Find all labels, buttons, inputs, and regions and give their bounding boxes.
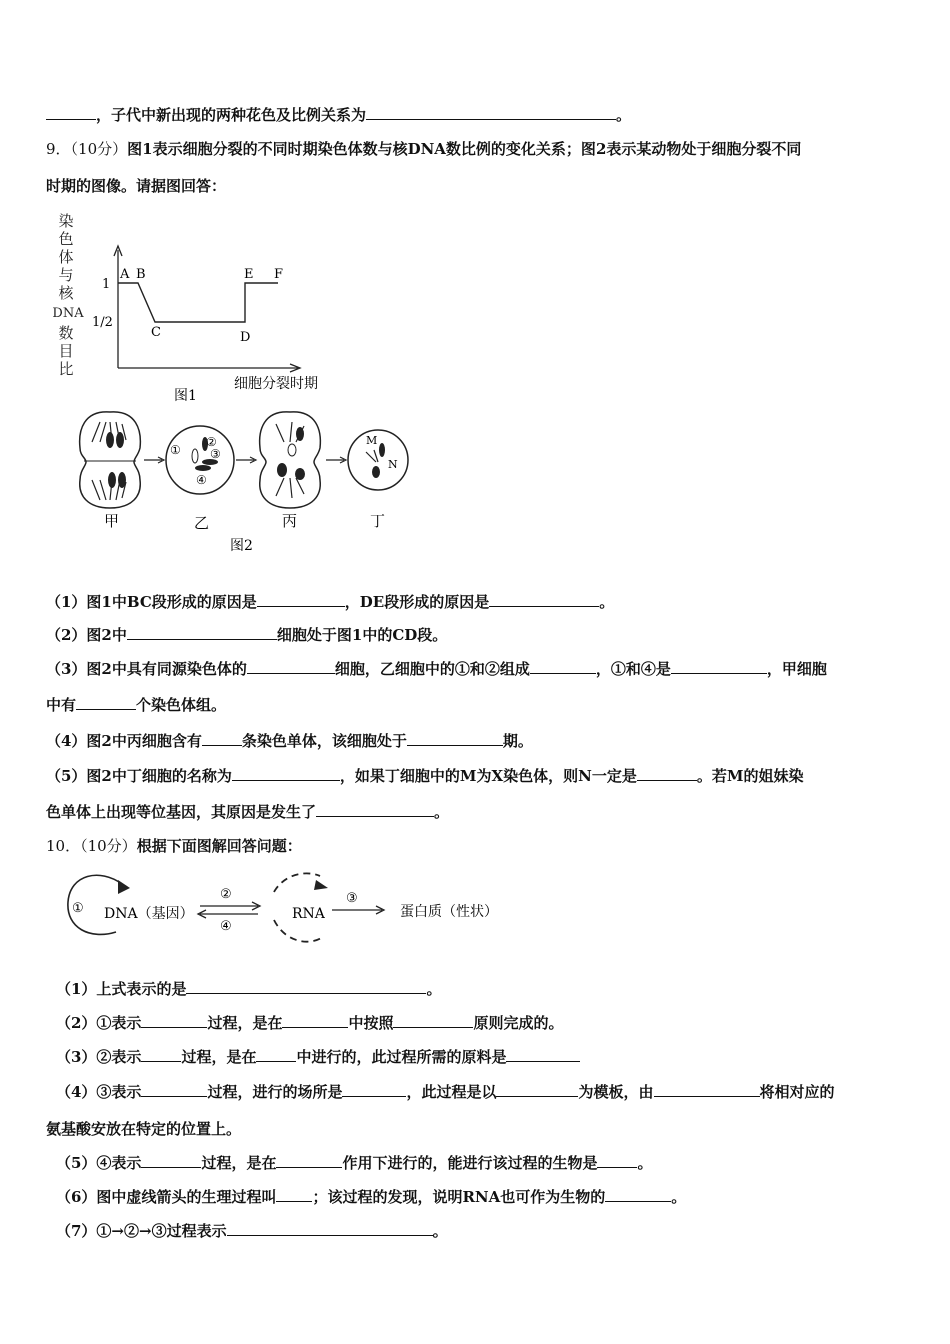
prev-question-tail: ，子代中新出现的两种花色及比例关系为 。	[46, 104, 631, 125]
answer-blank[interactable]	[316, 802, 434, 817]
answer-blank[interactable]	[202, 731, 242, 746]
cell-label-yi: 乙	[194, 514, 210, 532]
central-dogma-diagram	[60, 866, 520, 948]
answer-blank[interactable]	[76, 695, 136, 710]
cell-jia	[80, 412, 141, 508]
figure-2-cells	[70, 400, 420, 560]
y-label-char: 数	[58, 324, 74, 342]
cell-yi	[166, 426, 234, 494]
yi-mark-4: ④	[196, 473, 207, 487]
cell-bing	[260, 412, 321, 508]
answer-blank[interactable]	[141, 1153, 201, 1168]
answer-blank[interactable]	[256, 1047, 296, 1062]
point-label-b: B	[136, 267, 146, 282]
answer-blank[interactable]	[407, 731, 503, 746]
answer-blank[interactable]	[393, 1013, 473, 1028]
answer-blank[interactable]	[597, 1153, 637, 1168]
q10-sub1: （1）上式表示的是 。	[56, 980, 442, 998]
y-label-char: 比	[58, 360, 74, 378]
figure-2-caption: 图2	[230, 538, 253, 554]
point-label-c: C	[151, 325, 161, 340]
y-label-char: 与	[58, 266, 74, 284]
dna-gene-label: DNA（基因）	[104, 906, 194, 922]
figure-1-caption: 图1	[174, 388, 197, 404]
q10-sub2: （2）①表示 过程，是在 中按照 原则完成的。	[56, 1014, 564, 1032]
ding-mark-m: M	[366, 434, 378, 447]
point-label-a: A	[120, 267, 130, 282]
answer-blank[interactable]	[366, 105, 616, 120]
answer-blank[interactable]	[247, 659, 335, 674]
mark-3: ③	[346, 891, 358, 906]
answer-blank[interactable]	[232, 766, 340, 781]
yi-mark-1: ①	[170, 443, 181, 457]
tick-label-half: 1/2	[92, 315, 113, 330]
answer-blank[interactable]	[530, 659, 596, 674]
q9-sub2: （2）图2中 细胞处于图1中的CD段。	[46, 626, 448, 644]
rna-replication-loop	[274, 873, 320, 892]
cell-label-jia: 甲	[104, 512, 120, 530]
ding-mark-n: N	[388, 458, 398, 471]
y-label-char: 色	[58, 230, 74, 248]
y-label-char: DNA	[52, 306, 84, 321]
y-label-char: 染	[58, 212, 74, 230]
rna-replication-arrowhead	[314, 880, 328, 890]
point-label-f: F	[274, 267, 284, 282]
answer-blank[interactable]	[46, 105, 96, 120]
ratio-curve	[118, 283, 278, 322]
figure-1-graph	[50, 210, 380, 410]
y-label-char: 目	[58, 342, 74, 360]
q10-sub3: （3）②表示 过程，是在 中进行的，此过程所需的原料是	[56, 1046, 580, 1067]
q10-sub4-line1: （4）③表示 过程，进行的场所是 ，此过程是以 为模板，由 将相对应的	[56, 1083, 835, 1101]
mark-4: ④	[220, 919, 232, 934]
answer-blank[interactable]	[141, 1082, 207, 1097]
q9-sub1: （1）图1中BC段形成的原因是 ，DE段形成的原因是 。	[46, 593, 615, 611]
point-label-d: D	[240, 330, 251, 345]
rna-label: RNA	[292, 906, 325, 922]
protein-trait-label: 蛋白质（性状）	[400, 904, 498, 920]
answer-blank[interactable]	[637, 766, 697, 781]
q9-sub5-line2: 色单体上出现等位基因，其原因是发生了 。	[46, 803, 450, 821]
q9-stem-line1: 9．（10分）图1表示细胞分裂的不同时期染色体数与核DNA数比例的变化关系；图2表示某动物处于细胞分裂不同	[46, 140, 802, 158]
answer-blank[interactable]	[276, 1187, 312, 1202]
mark-1: ①	[72, 901, 84, 916]
answer-blank[interactable]	[506, 1047, 580, 1062]
answer-blank[interactable]	[257, 592, 345, 607]
cell-label-ding: 丁	[370, 512, 386, 530]
x-axis-label: 细胞分裂时期	[234, 376, 318, 392]
q9-sub3-line2: 中有 个染色体组。	[46, 696, 227, 714]
cell-label-bing: 丙	[282, 512, 298, 530]
answer-blank[interactable]	[496, 1082, 578, 1097]
q10-sub5: （5）④表示 过程，是在 作用下进行的，能进行该过程的生物是 。	[56, 1154, 653, 1172]
q9-sub5-line1: （5）图2中丁细胞的名称为 ，如果丁细胞中的M为X染色体，则N一定是 。若M的姐妹染	[46, 767, 804, 785]
answer-blank[interactable]	[227, 1221, 433, 1236]
answer-blank[interactable]	[605, 1187, 671, 1202]
answer-blank[interactable]	[654, 1082, 760, 1097]
answer-blank[interactable]	[489, 592, 599, 607]
replication-arrowhead	[118, 880, 130, 894]
answer-blank[interactable]	[342, 1082, 406, 1097]
mark-2: ②	[220, 887, 232, 902]
y-label-char: 体	[58, 248, 74, 266]
tick-label-1: 1	[102, 277, 111, 292]
point-label-e: E	[244, 267, 254, 282]
yi-mark-3: ③	[210, 447, 221, 461]
q10-stem: 10．（10分）根据下面图解回答问题：	[46, 837, 302, 855]
q9-sub4: （4）图2中丙细胞含有 条染色单体，该细胞处于 期。	[46, 732, 533, 750]
answer-blank[interactable]	[141, 1013, 207, 1028]
yi-mark-2: ②	[206, 435, 217, 449]
q10-sub7: （7）①→②→③过程表示 。	[56, 1222, 448, 1240]
answer-blank[interactable]	[276, 1153, 342, 1168]
answer-blank[interactable]	[282, 1013, 348, 1028]
q10-sub4-line2: 氨基酸安放在特定的位置上。	[46, 1120, 242, 1138]
q9-stem-line2: 时期的图像。请据图回答：	[46, 177, 227, 195]
answer-blank[interactable]	[671, 659, 767, 674]
answer-blank[interactable]	[141, 1047, 181, 1062]
y-axis-label	[52, 212, 84, 378]
answer-blank[interactable]	[127, 625, 277, 640]
q10-sub6: （6）图中虚线箭头的生理过程叫 ；该过程的发现，说明RNA也可作为生物的 。	[56, 1188, 687, 1206]
y-label-char: 核	[58, 284, 74, 302]
cell-ding	[348, 430, 408, 490]
q9-sub3-line1: （3）图2中具有同源染色体的 细胞，乙细胞中的①和②组成 ，①和④是 ，甲细胞	[46, 660, 827, 678]
answer-blank[interactable]	[186, 979, 426, 994]
